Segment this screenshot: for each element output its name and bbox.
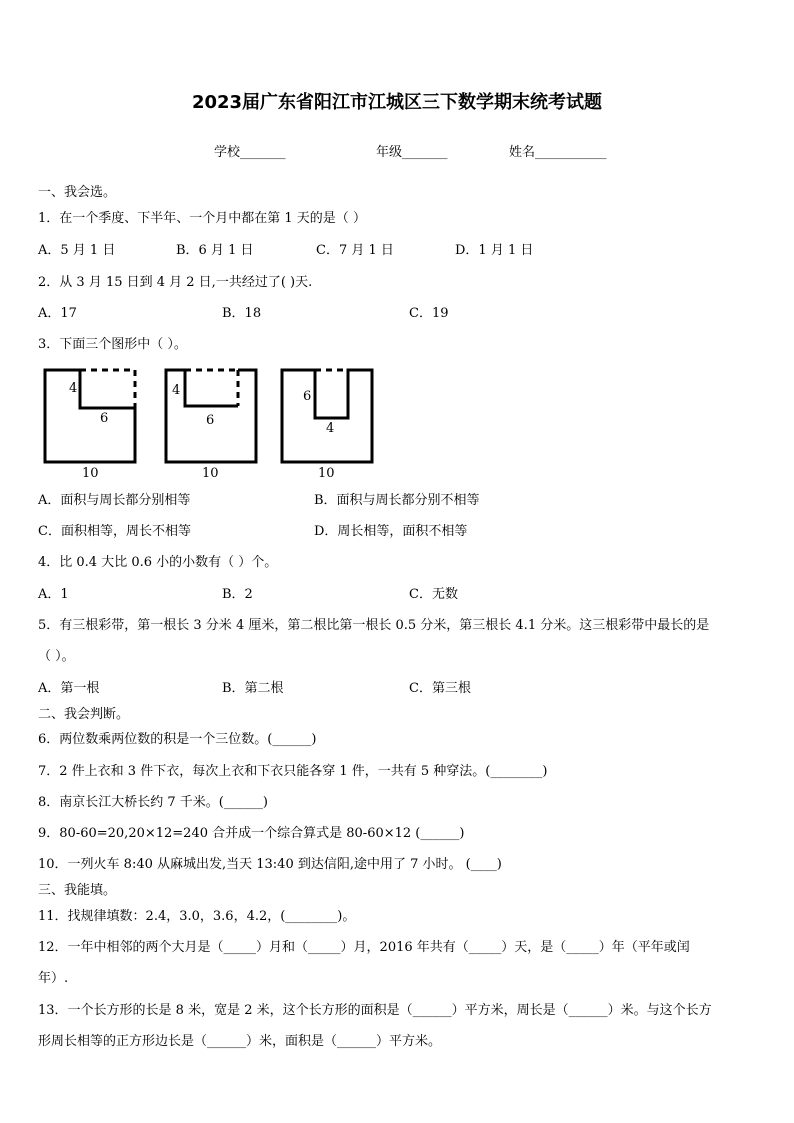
q4-option-b: B．2 — [222, 587, 253, 602]
q2-option-b: B．18 — [222, 306, 262, 321]
q3-option-a: A．面积与周长都分别相等 — [38, 493, 191, 508]
q2-option-a: A．17 — [38, 306, 77, 321]
q3-option-b: B．面积与周长都分别不相等 — [314, 493, 480, 508]
q5-option-c: C．第三根 — [409, 681, 471, 696]
question-3: 3．下面三个图形中（ ）。 — [38, 337, 187, 352]
question-1: 1．在一个季度、下半年、一个月中都在第 1 天的是（ ） — [38, 211, 366, 226]
figure-1-inner-label: 6 — [100, 411, 109, 426]
grade-field: 年级_______ — [376, 145, 448, 160]
question-4: 4．比 0.4 大比 0.6 小的小数有（ ）个。 — [38, 555, 278, 570]
q5-option-b: B．第二根 — [222, 681, 284, 696]
page-title: 2023届广东省阳江市江城区三下数学期末统考试题 — [191, 92, 603, 113]
question-12: 12．一年中相邻的两个大月是（_____）月和（_____）月，2016 年共有（_____）天，是（_____）年（平年或闰 — [38, 940, 690, 955]
q5-option-a: A．第一根 — [38, 681, 100, 696]
q3-option-d: D．周长相等，面积不相等 — [314, 524, 468, 539]
section-heading-2: 二、我会判断。 — [38, 707, 130, 722]
figure-3 — [282, 370, 372, 462]
q1-option-c: C．7 月 1 日 — [316, 243, 394, 258]
question-13-cont: 形周长相等的正方形边长是（______）米，面积是（______）平方米。 — [38, 1034, 442, 1049]
q3-figures — [30, 360, 390, 485]
question-9: 9．80-60=20,20×12=240 合并成一个综合算式是 80-60×12 (______) — [38, 826, 465, 841]
section-heading-1: 一、我会选。 — [38, 185, 117, 200]
q1-option-a: A．5 月 1 日 — [38, 243, 116, 258]
figure-3-inner-label: 4 — [326, 421, 335, 436]
figure-3-bottom-label: 10 — [318, 466, 335, 481]
figure-3-top-label: 6 — [303, 389, 312, 404]
question-13: 13．一个长方形的长是 8 米，宽是 2 米，这个长方形的面积是（______）平方米，周长是（______）米。与这个长方 — [38, 1003, 712, 1018]
q4-option-a: A．1 — [38, 587, 69, 602]
question-10: 10．一列火车 8:40 从麻城出发,当天 13:40 到达信阳,途中用了 7 小时。 (____) — [38, 857, 502, 872]
school-field: 学校_______ — [214, 145, 286, 160]
q2-option-c: C．19 — [409, 306, 449, 321]
figure-2-top-label: 4 — [172, 383, 181, 398]
question-12-cont: 年）. — [38, 971, 69, 986]
question-7: 7．2 件上衣和 3 件下衣，每次上衣和下衣只能各穿 1 件，一共有 5 种穿法。(________) — [38, 764, 548, 779]
figure-1-top-label: 4 — [69, 381, 78, 396]
figure-1-bottom-label: 10 — [82, 466, 99, 481]
figure-2-bottom-label: 10 — [202, 466, 219, 481]
question-8: 8．南京长江大桥长约 7 千米。(______) — [38, 795, 268, 810]
question-2: 2．从 3 月 15 日到 4 月 2 日,一共经过了( )天. — [38, 275, 313, 290]
q1-option-b: B．6 月 1 日 — [176, 243, 254, 258]
q4-option-c: C．无数 — [409, 587, 458, 602]
q1-option-d: D．1 月 1 日 — [455, 243, 534, 258]
question-5-cont: （ ）。 — [38, 649, 75, 664]
question-6: 6．两位数乘两位数的积是一个三位数。(______) — [38, 732, 317, 747]
figure-1 — [45, 370, 135, 462]
figure-2-inner-label: 6 — [206, 413, 215, 428]
section-heading-3: 三、我能填。 — [38, 883, 117, 898]
question-5: 5．有三根彩带，第一根长 3 分米 4 厘米，第二根比第一根长 0.5 分米，第三根长 4.1 分米。这三根彩带中最长的是 — [38, 618, 710, 633]
question-11: 11．找规律填数：2.4，3.0，3.6，4.2，(________)。 — [38, 909, 356, 924]
q3-option-c: C．面积相等，周长不相等 — [38, 524, 191, 539]
name-field: 姓名___________ — [509, 145, 607, 160]
